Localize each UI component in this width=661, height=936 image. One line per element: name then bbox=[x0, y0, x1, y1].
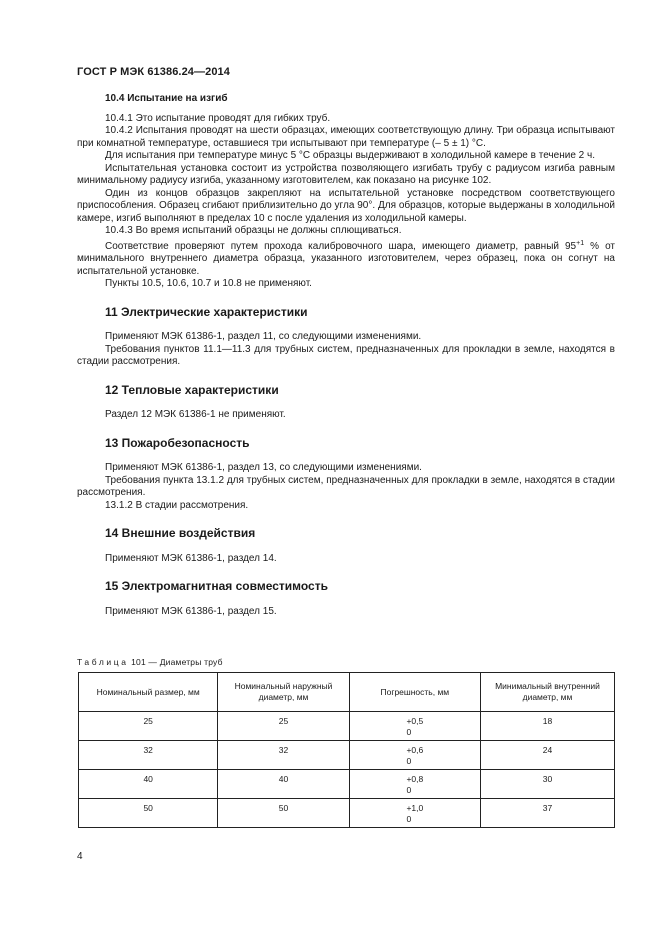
cell-size: 40 bbox=[79, 770, 218, 799]
section-heading: 12 Тепловые характеристики bbox=[105, 382, 279, 397]
section-heading: 11 Электрические характеристики bbox=[105, 304, 308, 319]
tolerance-minus: 0 bbox=[406, 756, 412, 766]
table-caption-label: Таблица bbox=[77, 657, 129, 667]
paragraph: 10.4.3 Во время испытаний образцы не должны сплющиваться. bbox=[105, 225, 402, 236]
cell-size: 32 bbox=[79, 741, 218, 770]
paragraph bbox=[77, 238, 615, 279]
tolerance-minus: 0 bbox=[406, 814, 412, 824]
cell-outer-diameter: 40 bbox=[218, 770, 349, 799]
paragraph: Испытательная установка состоит из устройства позволяющего изгибать трубу с радиусом изгиба равным минимальному радиусу изгиба, указанному изготовителем, как показано на рисунке 102. bbox=[77, 162, 615, 186]
paragraph: Один из концов образцов закрепляют на испытательной установке посредством соответствующего приспособления. Образец сгибают приблизительно до угла 90°. Для образцов, которые выдержаны в холодильной камере, изгиб выполняют в пределах 10 с после удаления из холодильной камеры. bbox=[77, 187, 615, 224]
paragraph: 10.4.2 Испытания проводят на шести образцах, имеющих соответствующую длину. Три образца испытывают при комнатной температуре, оставшиеся три испытывают при температуре (– 5 ± 1) °С. bbox=[77, 125, 615, 149]
paragraph: Применяют МЭК 61386-1, раздел 15. bbox=[105, 605, 277, 617]
tolerance-minus: 0 bbox=[406, 785, 412, 795]
tolerance-minus: 0 bbox=[406, 727, 412, 737]
cell-inner-diameter: 24 bbox=[480, 741, 614, 770]
cell-tolerance bbox=[349, 799, 480, 828]
text-run: Соответствие проверяют путем прохода калибровочного шара, имеющего диаметр, равный 95 bbox=[105, 240, 577, 252]
table-row bbox=[79, 712, 615, 741]
paragraph: Раздел 12 МЭК 61386-1 не применяют. bbox=[105, 409, 286, 420]
column-header: Погрешность, мм bbox=[349, 673, 480, 712]
tolerance-stack bbox=[406, 716, 423, 738]
cell-outer-diameter: 50 bbox=[218, 799, 349, 828]
tolerance-plus: +0,8 bbox=[406, 774, 424, 784]
document-header: ГОСТ Р МЭК 61386.24—2014 bbox=[77, 66, 230, 78]
paragraph: Требования пункта 13.1.2 для трубных систем, предназначенных для прокладки в земле, находятся в стадии рассмотрения. bbox=[77, 474, 615, 498]
paragraph: Применяют МЭК 61386-1, раздел 13, со следующими изменениями. bbox=[105, 462, 422, 473]
tolerance-plus: +1,0 bbox=[406, 803, 424, 813]
section-heading: 15 Электромагнитная совместимость bbox=[105, 579, 328, 593]
cell-inner-diameter: 18 bbox=[480, 712, 614, 741]
document-body bbox=[77, 93, 615, 618]
cell-size: 25 bbox=[79, 712, 218, 741]
page-number: 4 bbox=[77, 851, 83, 862]
cell-tolerance bbox=[349, 712, 480, 741]
cell-inner-diameter: 30 bbox=[480, 770, 614, 799]
table-row bbox=[79, 770, 615, 799]
cell-outer-diameter: 25 bbox=[218, 712, 349, 741]
paragraph: Для испытания при температуре минус 5 °С образцы выдерживают в холодильной камере в течение 2 ч. bbox=[105, 150, 595, 161]
table-caption bbox=[77, 657, 223, 667]
section-heading: 13 Пожаробезопасность bbox=[105, 435, 250, 450]
tolerance-plus: +0,5 bbox=[406, 716, 424, 726]
tolerance-stack bbox=[406, 803, 423, 825]
paragraph: Применяют МЭК 61386-1, раздел 14. bbox=[105, 552, 277, 564]
table-header-row bbox=[79, 673, 615, 712]
tolerance-plus: +0,6 bbox=[406, 745, 424, 755]
table-row bbox=[79, 799, 615, 828]
cell-tolerance bbox=[349, 770, 480, 799]
column-header: Номинальный размер, мм bbox=[79, 673, 218, 712]
cell-tolerance bbox=[349, 741, 480, 770]
cell-size: 50 bbox=[79, 799, 218, 828]
paragraph: 13.1.2 В стадии рассмотрения. bbox=[105, 499, 249, 511]
table-caption-text: 101 — Диаметры труб bbox=[128, 657, 223, 667]
paragraph: Пункты 10.5, 10.6, 10.7 и 10.8 не применяют. bbox=[105, 278, 312, 289]
paragraph: 10.4.1 Это испытание проводят для гибких труб. bbox=[105, 112, 331, 124]
superscript: +1 bbox=[576, 239, 585, 247]
paragraph: Требования пунктов 11.1—11.3 для трубных систем, предназначенных для прокладки в земле, находятся в стадии рассмотрения. bbox=[77, 343, 615, 367]
paragraph: Применяют МЭК 61386-1, раздел 11, со следующими изменениями. bbox=[105, 331, 422, 342]
subsection-heading: 10.4 Испытание на изгиб bbox=[105, 93, 228, 104]
column-header: Номинальный наружный диаметр, мм bbox=[218, 673, 349, 712]
cell-outer-diameter: 32 bbox=[218, 741, 349, 770]
column-header: Минимальный внутренний диаметр, мм bbox=[480, 673, 614, 712]
section-heading: 14 Внешние воздействия bbox=[105, 526, 256, 540]
pipe-diameters-table bbox=[78, 672, 615, 828]
tolerance-stack bbox=[406, 745, 423, 767]
cell-inner-diameter: 37 bbox=[480, 799, 614, 828]
table-row bbox=[79, 741, 615, 770]
text-run: % от минимального внутреннего диаметра образца, указанного изготовителем, через образец, пока он согнут на испытательной установке. bbox=[77, 240, 615, 277]
tolerance-stack bbox=[406, 774, 423, 796]
